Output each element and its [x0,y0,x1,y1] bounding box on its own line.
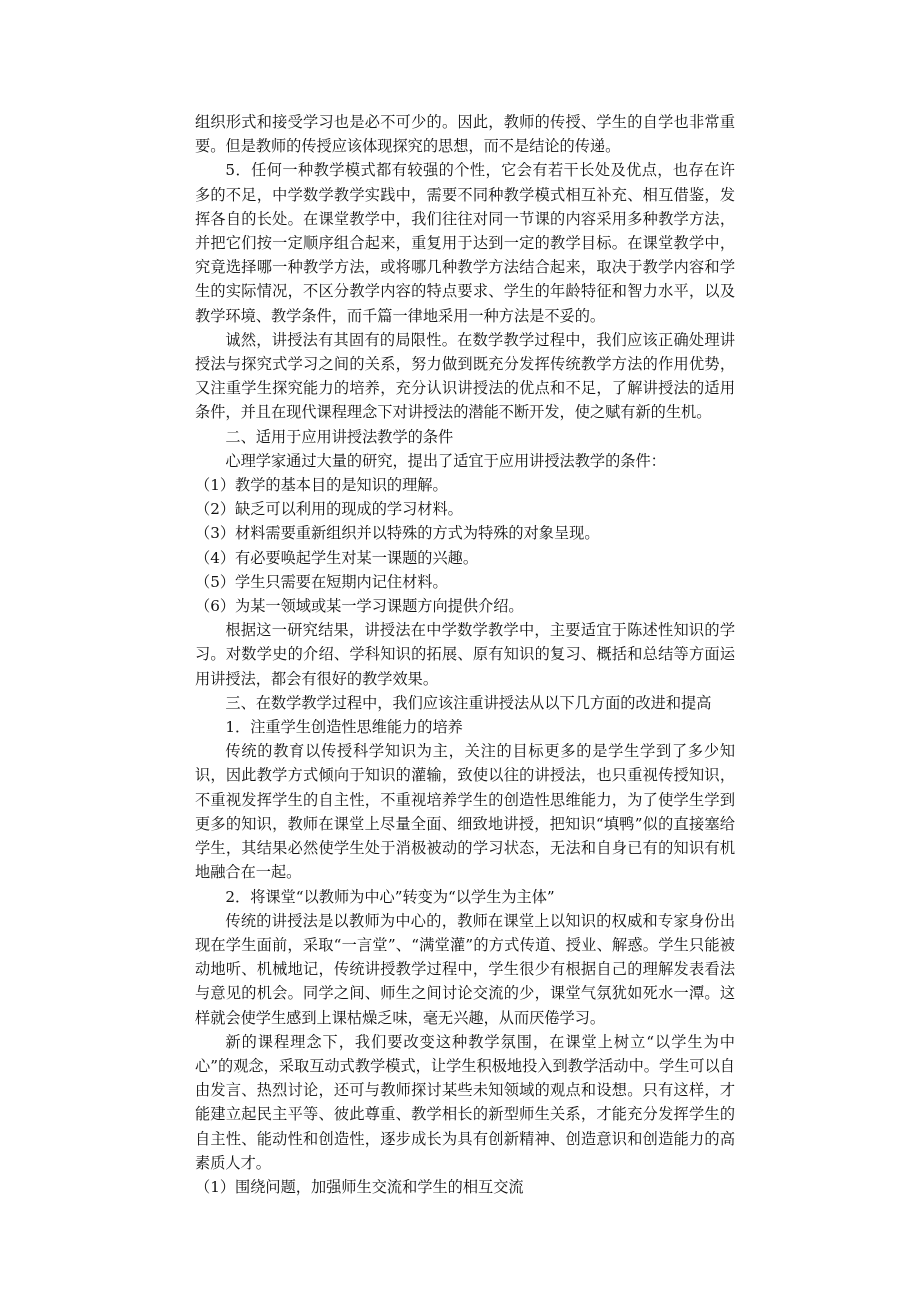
paragraph-point-5: 5．任何一种教学模式都有较强的个性，它会有若干长处及优点，也存在许多的不足，中学数学教学实践中，需要不同种教学模式相互补充、相互借鉴，发挥各自的长处。在课堂教学中，我们往往对同一节课的内容采用多种教学方法，并把它们按一定顺序组合起来，重复用于达到一定的教学目标。在课堂教学中，究竟选择哪一种教学方法，或将哪几种教学方法结合起来，取决于教学内容和学生的实际情况，不区分教学内容的特点要求、学生的年龄特征和智力水平，以及教学环境、教学条件，而千篇一律地采用一种方法是不妥的。 [195,161,735,325]
paragraph-teacher-centered: 传统的讲授法是以教师为中心的，教师在课堂上以知识的权威和专家身份出现在学生面前，采取“一言堂”、“满堂灌”的方式传道、授业、解惑。学生只能被动地听、机械地记，传统讲授教学过程中，学生很少有根据自己的理解发表看法与意见的机会。同学之间、师生之间讨论交流的少，课堂气氛犹如死水一潭。这样就会使学生感到上课枯燥乏味，毫无兴趣，从而厌倦学习。 [195,911,735,1027]
list-item-2: （2）缺乏可以利用的现成的学习材料。 [195,500,463,519]
list-item-4: （4）有必要唤起学生对某一课题的兴趣。 [195,548,479,567]
list-item-1: （1）教学的基本目的是知识的理解。 [195,476,448,495]
list-item-3: （3）材料需要重新组织并以特殊的方式为特殊的对象呈现。 [195,524,600,543]
paragraph-continuation: 组织形式和接受学习也是必不可少的。因此，教师的传授、学生的自学也非常重要。但是教师的传授应该体现探究的思想，而不是结论的传递。 [195,113,735,156]
section-heading-2: 二、适用于应用讲授法教学的条件 [225,427,454,446]
paragraph-traditional-education: 传统的教育以传授科学知识为主，关注的目标更多的是学生学到了多少知识，因此教学方式倾向于知识的灌输，致使以往的讲授法，也只重视传授知识，不重视发挥学生的自主性，不重视培养学生的创造性思维能力，为了使学生学到更多的知识，教师在课堂上尽量全面、细致地讲授，把知识“填鸭”似的直接塞给学生，其结果必然使学生处于消极被动的学习状态，无法和自身已有的知识有机地融合在一起。 [195,742,735,882]
paragraph-limitation: 诚然，讲授法有其固有的局限性。在数学教学过程中，我们应该正确处理讲授法与探究式学习之间的关系，努力做到既充分发挥传统教学方法的作用优势，又注重学生探究能力的培养，充分认识讲授法的优点和不足，了解讲授法的适用条件，并且在现代课程理念下对讲授法的潜能不断开发，使之赋有新的生机。 [195,330,735,422]
document-body [195,110,735,1199]
paragraph-new-curriculum: 新的课程理念下，我们要改变这种教学氛围，在课堂上树立“以学生为中心”的观念，采取互动式教学模式，让学生积极地投入到教学活动中。学生可以自由发言、热烈讨论，还可与教师探讨某些未知领域的观点和设想。只有这样，才能建立起民主平等、彼此尊重、教学相长的新型师生关系，才能充分发挥学生的自主性、能动性和创造性，逐步成长为具有创新精神、创造意识和创造能力的高素质人才。 [195,1032,735,1172]
paragraph-research-result: 根据这一研究结果，讲授法在中学数学教学中，主要适宜于陈述性知识的学习。对数学史的介绍、学科知识的拓展、原有知识的复习、概括和总结等方面运用讲授法，都会有很好的教学效果。 [195,621,735,688]
list-item-5: （5）学生只需要在短期内记住材料。 [195,572,448,591]
subheading-2: 2．将课堂“以教师为中心”转变为“以学生为主体” [225,887,555,906]
subheading-item-1: （1）围绕问题，加强师生交流和学生的相互交流 [195,1177,524,1196]
paragraph-conditions-intro: 心理学家通过大量的研究，提出了适宜于应用讲授法教学的条件： [225,451,666,470]
subheading-1: 1．注重学生创造性思维能力的培养 [225,718,463,737]
list-item-6: （6）为某一领域或某一学习课题方向提供介绍。 [195,597,524,616]
section-heading-3: 三、在数学教学过程中，我们应该注重讲授法从以下几方面的改进和提高 [225,693,712,712]
